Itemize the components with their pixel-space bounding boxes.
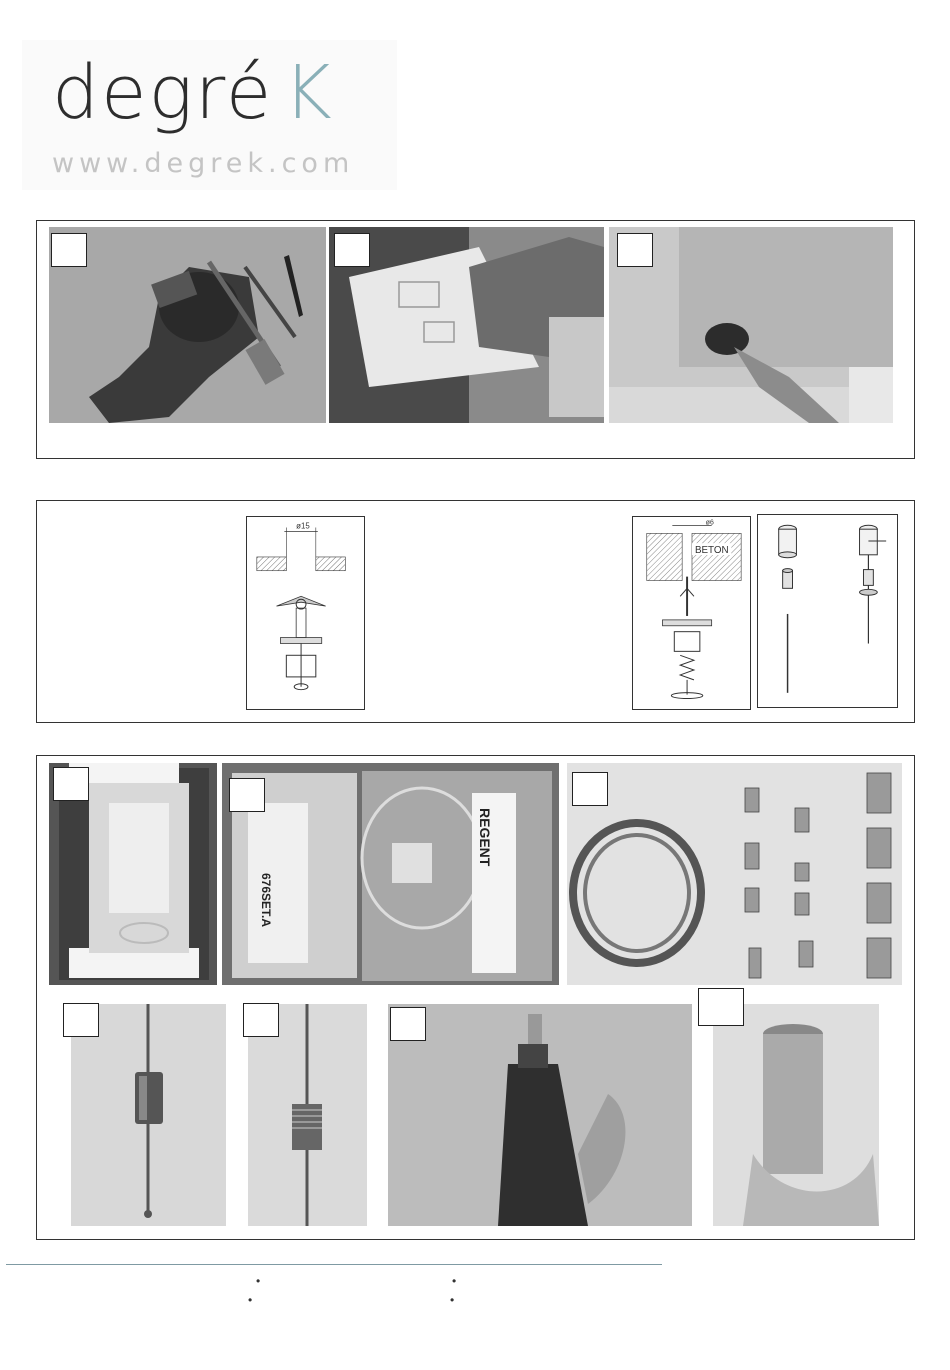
- footer-bullet-2: •: [452, 1274, 457, 1288]
- canopy-installed-photo: [713, 1004, 879, 1226]
- concrete-anchor-diagram: [632, 516, 751, 710]
- drill-and-screwdriver-photo: [49, 227, 326, 423]
- footer-bullet-1: •: [256, 1274, 261, 1288]
- plasterboard-anchor-diagram: [246, 516, 365, 710]
- step-3-box: [617, 233, 653, 267]
- cable-threaded-fitting-photo: [248, 1004, 367, 1226]
- section-installation: [36, 755, 915, 1240]
- step-4-box: [53, 767, 89, 801]
- step-2-box: [334, 233, 370, 267]
- fittings-diagram: [757, 514, 898, 708]
- footer-bullet-4: •: [450, 1293, 455, 1307]
- logo-wordmark: [52, 50, 334, 136]
- cable-gripper-bottom-photo: [71, 1004, 226, 1226]
- step-5-box: [229, 778, 265, 812]
- template-on-ceiling-photo: [329, 227, 604, 423]
- dim-right-label: ø6: [705, 519, 714, 527]
- step-1-box: [51, 233, 87, 267]
- footer-rule: [6, 1264, 662, 1265]
- beton-label: BETON: [694, 545, 729, 557]
- section-diagrams: [36, 500, 915, 723]
- step-7-box: [63, 1003, 99, 1037]
- step-6-box: [572, 772, 608, 806]
- step-8-box: [243, 1003, 279, 1037]
- fitting-bags-photo: [222, 763, 559, 985]
- drill-fitting-ceiling-photo: [388, 1004, 692, 1226]
- degrek-logo: [22, 40, 397, 190]
- logo-url: www.degrek.com: [52, 148, 355, 179]
- dim-left-label: ø15: [296, 521, 310, 531]
- logo-brand-main: degré: [52, 50, 274, 136]
- step-9-box: [390, 1007, 426, 1041]
- brand-label: REGENT: [477, 808, 493, 867]
- bag1-label: 676SET.A: [259, 873, 273, 928]
- cable-and-fittings-photo: [567, 763, 902, 985]
- footer-bullet-3: •: [248, 1293, 253, 1307]
- section-preparation: [36, 220, 915, 459]
- logo-brand-k: K: [283, 50, 334, 136]
- step-10-box: [698, 988, 744, 1026]
